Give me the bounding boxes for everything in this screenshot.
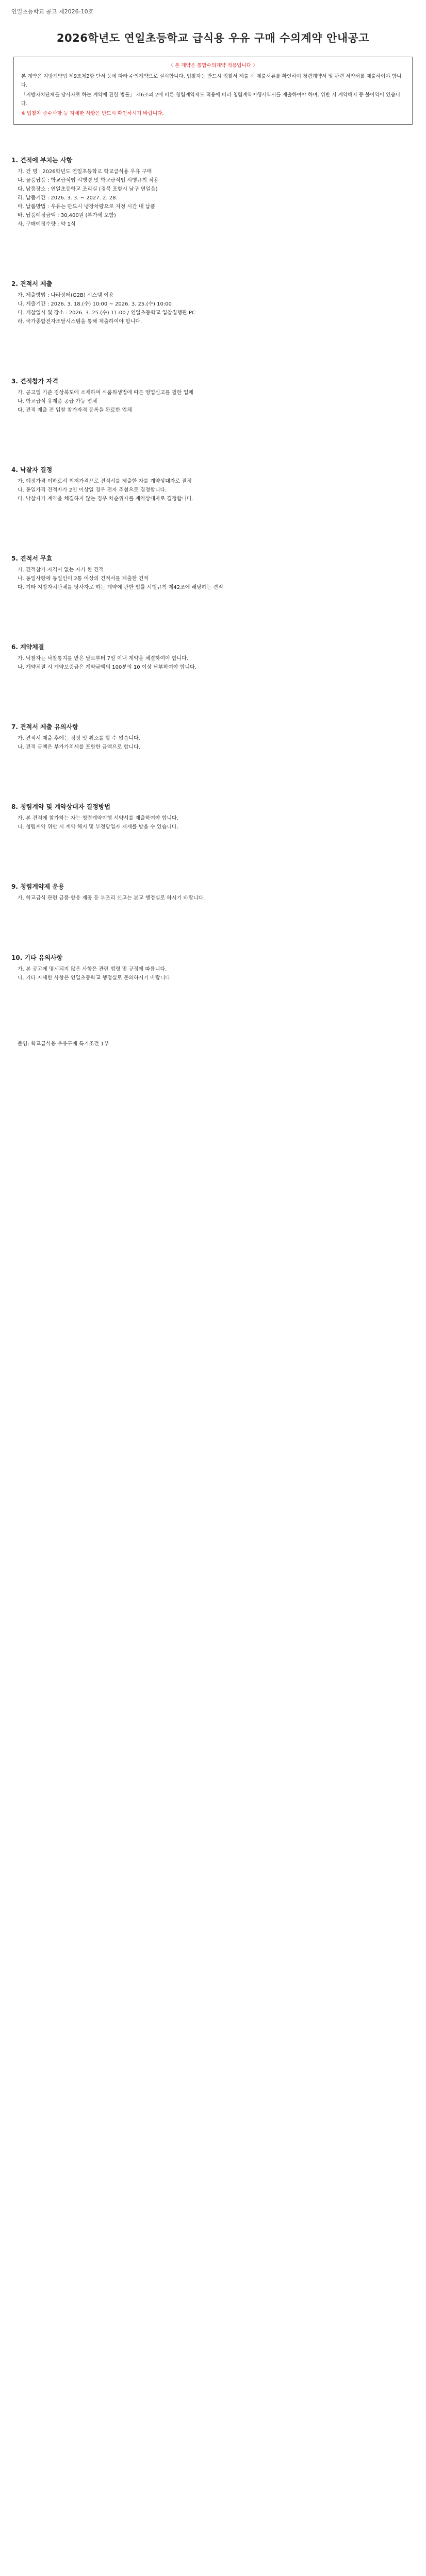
section-row: 나. 학교급식 유제품 공급 가능 업체 — [18, 399, 97, 404]
section — [11, 156, 415, 265]
section-spacer — [11, 503, 415, 539]
notice-line: 본 계약은 지방계약법 제9조제2항 단서 등에 따라 수의계약으로 실시합니다. 입찰자는 반드시 입찰서 제출 시 제출서류를 확인하여 청렴계약서 및 관련 서약서를 제출하여야 합니다. — [21, 74, 402, 88]
section-row: 가. 공고일 기준 경상북도에 소재하며 식품위생법에 따른 영업신고를 필한 업체 — [18, 390, 193, 396]
section-row: 가. 견적서 제출 후에는 정정 및 취소를 할 수 없습니다. — [18, 736, 140, 741]
section-row: 가. 견적참가 자격이 없는 자가 한 견적 — [18, 567, 104, 573]
section-spacer — [11, 326, 415, 362]
section-title: 1. 견적에 부치는 사항 — [11, 157, 73, 164]
document-header: 연일초등학교 공고 제2026-10호 — [11, 8, 94, 15]
section-spacer — [11, 229, 415, 265]
section-row: 다. 낙찰자가 계약을 체결하지 않는 경우 차순위자를 계약상대자로 결정합니다. — [18, 496, 193, 502]
section-title: 4. 낙찰자 결정 — [11, 466, 53, 473]
section-title: 8. 청렴계약 및 계약상대자 결정방법 — [11, 803, 110, 810]
section-spacer — [11, 415, 415, 451]
section-row: 가. 예정가격 이하로서 최저가격으로 견적서를 제출한 자를 계약상대자로 결정 — [18, 479, 192, 484]
section-row: 나. 견적 금액은 부가가치세를 포함한 금액으로 합니다. — [18, 744, 140, 750]
section-row: 나. 계약체결 시 계약보증금은 계약금액의 100분의 10 이상 납부하여야 합니다. — [18, 665, 196, 670]
section-title: 2. 견적서 제출 — [11, 280, 53, 287]
section-spacer — [11, 832, 415, 868]
attachment-note: 붙임: 학교급식용 우유구매 특기조건 1부 — [18, 1041, 109, 1047]
section — [11, 554, 415, 628]
document-title: 2026학년도 연일초등학교 급식용 우유 구매 수의계약 안내공고 — [56, 32, 370, 44]
section — [11, 465, 415, 539]
section-row: 다. 견적 제출 전 입찰 참가자격 등록을 완료한 업체 — [18, 408, 132, 413]
section-title: 7. 견적서 제출 유의사항 — [11, 723, 78, 731]
section-row: 나. 제출기간 : 2026. 3. 18.(수) 10:00 ~ 2026. 3. 25.(수) 10:00 — [18, 301, 172, 307]
notice-line: 「지방자치단체를 당사자로 하는 계약에 관한 법률」 제6조의 2에 따른 청렴계약제도 적용에 따라 청렴계약이행서약서를 제출하여야 하며, 위반 시 계약해지 등 불이익이 있습니다. — [21, 92, 400, 107]
section-row: 사. 구매예정수량 : 약 1식 — [18, 222, 76, 227]
section-spacer — [11, 903, 415, 939]
sections-container — [11, 156, 415, 1019]
section-row: 나. 청렴계약 위반 시 계약 해지 및 부정당업자 제재를 받을 수 있습니다. — [18, 824, 178, 830]
section-title: 5. 견적서 무효 — [11, 555, 53, 562]
section — [11, 953, 415, 1019]
section — [11, 722, 415, 788]
notice-box — [13, 57, 413, 125]
section-row: 가. 본 공고에 명시되지 않은 사항은 관련 법령 및 규정에 따릅니다. — [18, 967, 167, 972]
section — [11, 377, 415, 451]
section-row: 가. 본 견적에 참가하는 자는 청렴계약이행 서약서를 제출하여야 합니다. — [18, 816, 178, 821]
notice-head: 〈 본 계약은 통합수의계약 적용입니다 〉 — [168, 63, 258, 69]
section-row: 가. 제출방법 : 나라장터(G2B) 시스템 이용 — [18, 293, 114, 298]
section-row: 바. 납품예정금액 : 30,400원 (부가세 포함) — [18, 213, 116, 218]
section-title: 6. 계약체결 — [11, 643, 44, 651]
section — [11, 642, 415, 708]
section-row: 가. 학교급식 관련 금품·향응 제공 등 부조리 신고는 본교 행정실로 하시기 바랍니다. — [18, 895, 205, 901]
section-spacer — [11, 672, 415, 708]
section-row: 다. 납품장소 : 연일초등학교 조리실 (경북 포항시 남구 연일읍) — [18, 187, 158, 192]
section-row: 마. 납품방법 : 우유는 반드시 냉장차량으로 지정 시간 내 납품 — [18, 204, 155, 210]
section-row: 다. 기타 지방자치단체를 당사자로 하는 계약에 관한 법률 시행규칙 제42조에 해당하는 견적 — [18, 585, 223, 590]
section-row: 라. 국가종합전자조달시스템을 통해 제출하여야 합니다. — [18, 319, 142, 325]
section-row: 나. 물품납품 : 학교급식법 시행령 및 학교급식법 시행규칙 적용 — [18, 178, 159, 183]
section-row: 가. 낙찰자는 낙찰통지를 받은 날로부터 7일 이내 계약을 체결하여야 합니다. — [18, 656, 189, 662]
section-row: 나. 동일가격 견적자가 2인 이상일 경우 전자 추첨으로 결정합니다. — [18, 487, 167, 493]
section-title: 9. 청렴계약제 운용 — [11, 883, 64, 890]
section-spacer — [11, 592, 415, 628]
section-spacer — [11, 982, 415, 1019]
section — [11, 882, 415, 939]
section-title: 3. 견적참가 자격 — [11, 378, 58, 385]
section-row: 가. 건 명 : 2026학년도 연일초등학교 학교급식용 우유 구매 — [18, 169, 152, 175]
section — [11, 279, 415, 362]
section-row: 나. 기타 자세한 사항은 연일초등학교 행정실로 문의하시기 바랍니다. — [18, 975, 172, 981]
section — [11, 802, 415, 868]
section-spacer — [11, 752, 415, 788]
section-row: 나. 동일사항에 동일인이 2통 이상의 견적서를 제출한 견적 — [18, 576, 149, 582]
section-title: 10. 기타 유의사항 — [11, 954, 63, 961]
notice-line: ※ 입찰자 준수사항 등 자세한 사항은 반드시 확인하시기 바랍니다. — [21, 111, 164, 116]
section-row: 다. 개찰일시 및 장소 : 2026. 3. 25.(수) 11:00 / 연일초등학교 입찰집행관 PC — [18, 310, 195, 316]
section-row: 라. 납품기간 : 2026. 3. 3. ~ 2027. 2. 28. — [18, 195, 118, 201]
